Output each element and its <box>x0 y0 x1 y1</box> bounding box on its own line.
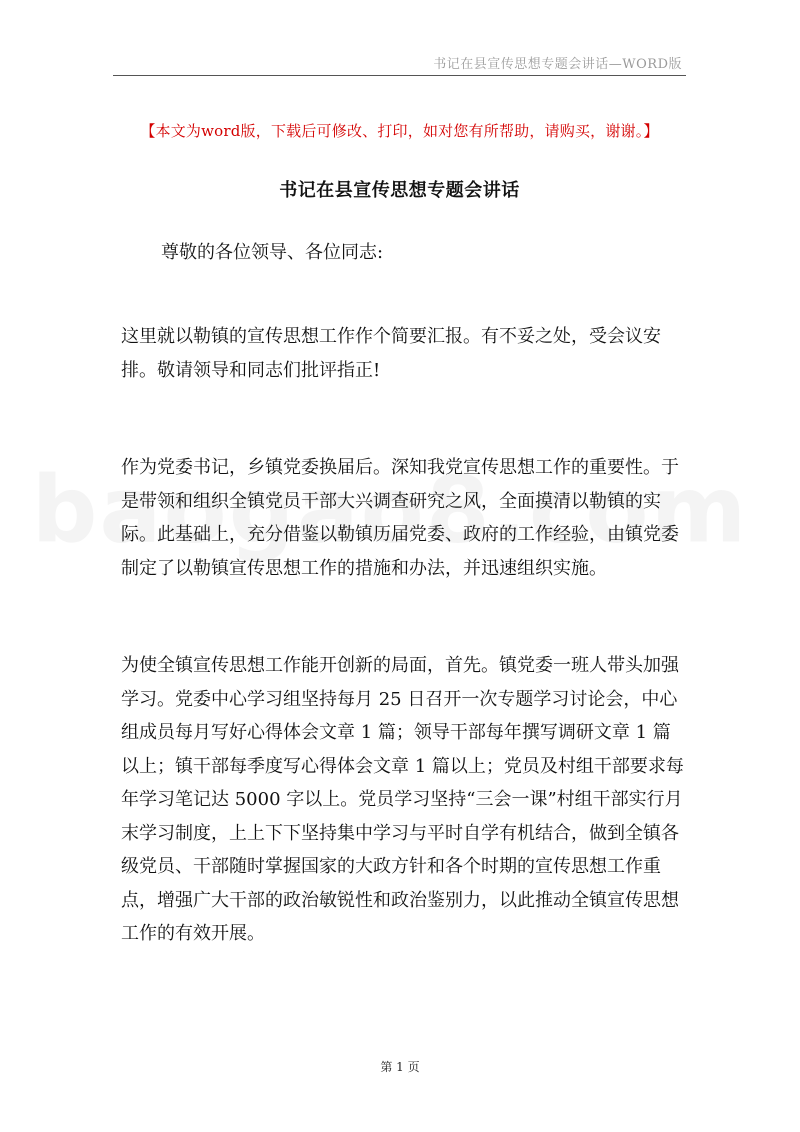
download-notice: 【本文为word版，下载后可修改、打印，如对您有所帮助，请购买，谢谢。】 <box>140 122 659 140</box>
paragraph-2: 作为党委书记，乡镇党委换届后。深知我党宣传思想工作的重要性。于是带领和组织全镇党员干部大兴调查研究之风，全面摸清以勒镇的实际。此基础上，充分借鉴以勒镇历届党委、政府的工作经验，由镇党委制定了以勒镇宣传思想工作的措施和办法，并迅速组织实施。 <box>121 457 679 579</box>
paragraph-1: 这里就以勒镇的宣传思想工作作个简要汇报。有不妥之处，受会议安排。敬请领导和同志们批评指正! <box>121 326 661 381</box>
running-header: 书记在县宣传思想专题会讲话—WORD版 <box>433 57 682 72</box>
document-title: 书记在县宣传思想专题会讲话 <box>279 180 520 201</box>
salutation: 尊敬的各位领导、各位同志: <box>161 242 384 263</box>
header-divider <box>113 75 686 76</box>
page-number: 第 1 页 <box>380 1060 420 1074</box>
paragraph-3: 为使全镇宣传思想工作能开创新的局面，首先。镇党委一班人带头加强学习。党委中心学习组坚持每月 25 日召开一次专题学习讨论会，中心组成员每月写好心得体会文章 1 篇；领导干部每年撰写调研文章 1 篇以上；镇干部每季度写心得体会文章 1 篇以上；党员及村组干部要求每年学习笔记达 5000 字以上。党员学习坚持“三会一课”村组干部实行月末学习制度，上上下下坚持集中学习与平时自学有机结合，做到全镇各级党员、干部随时掌握国家的大政方针和各个时期的宣传思想工作重点，增强广大干部的政治敏锐性和政治鉴别力，以此推动全镇宣传思想工作的有效开展。 <box>121 655 684 944</box>
